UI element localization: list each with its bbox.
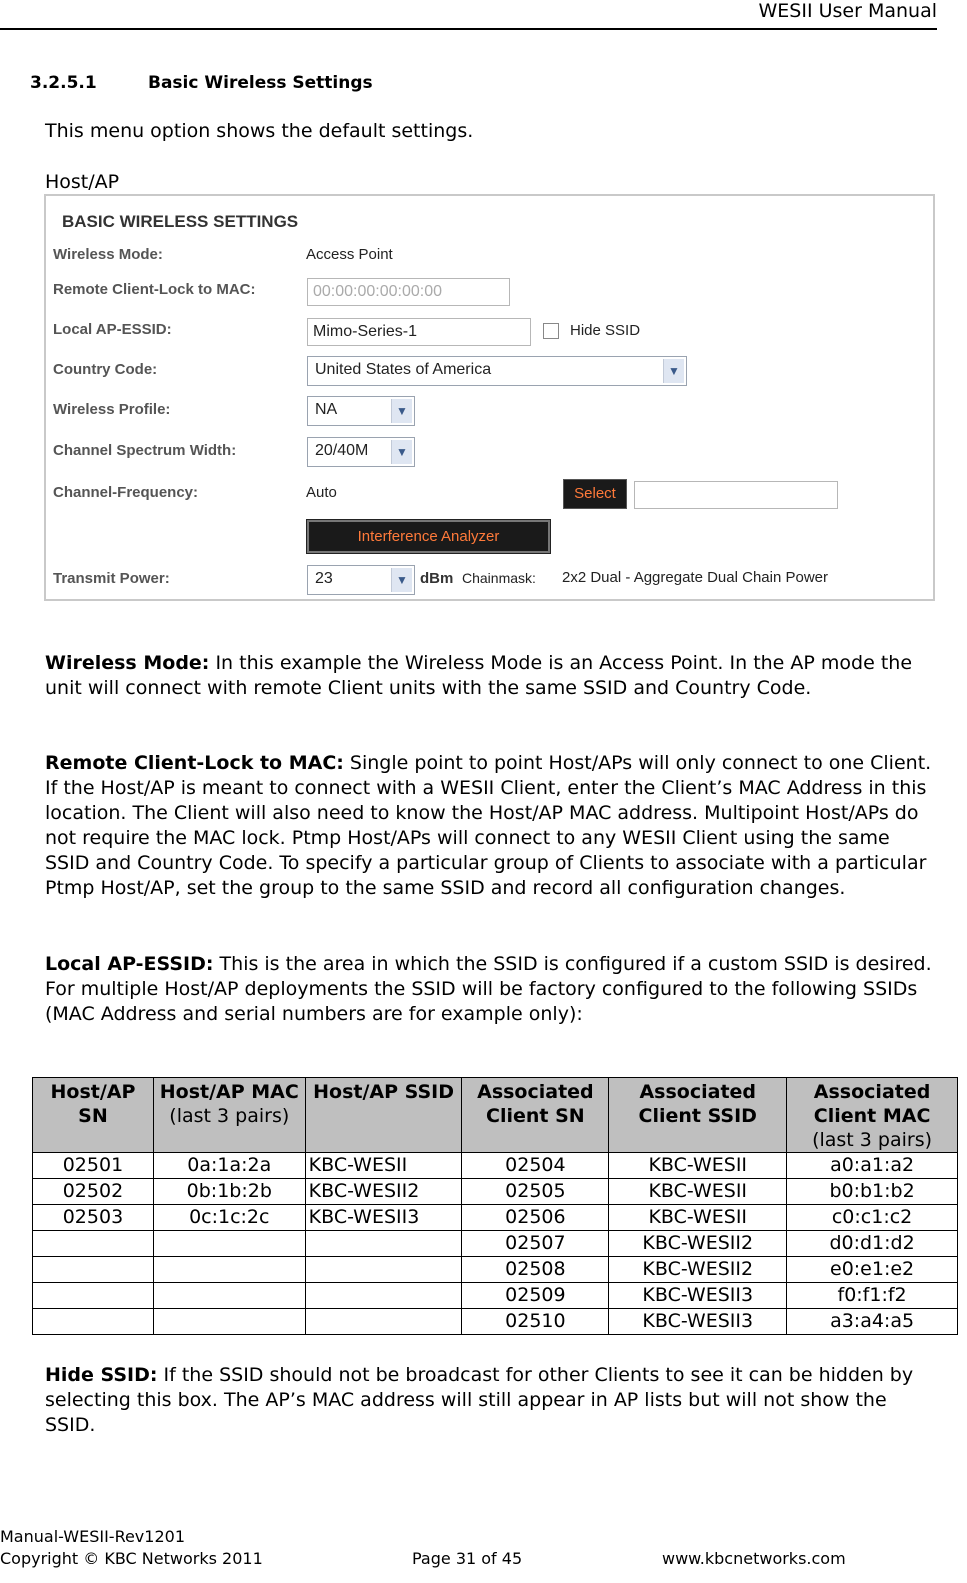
table-cell: [153, 1283, 305, 1309]
essid-input[interactable]: Mimo-Series-1: [307, 318, 531, 346]
essid-term: Local AP-ESSID:: [45, 953, 214, 975]
table-cell: [305, 1309, 462, 1335]
transmit-power-select[interactable]: [307, 565, 415, 595]
chevron-down-icon: ▼: [663, 359, 684, 383]
table-cell: c0:c1:c2: [787, 1205, 958, 1231]
wireless-mode-description: [45, 651, 940, 701]
panel-title: BASIC WIRELESS SETTINGS: [62, 212, 299, 231]
remote-lock-description: [45, 751, 940, 901]
table-cell: 02510: [462, 1309, 609, 1335]
essid-text: This is the area in which the SSID is configured if a custom SSID is desired. For multiple Host/AP deployments the SSID will be factory configured to the following SSIDs (MAC Address and serial numbers are for example only):: [45, 953, 932, 1025]
table-cell: f0:f1:f2: [787, 1283, 958, 1309]
table-row: [33, 1179, 958, 1205]
table-header: Associated Client MAC (last 3 pairs): [787, 1078, 958, 1153]
wireless-profile-label: Wireless Profile:: [53, 401, 171, 418]
wireless-profile-select[interactable]: [307, 396, 415, 426]
table-cell: 0c:1c:2c: [153, 1205, 305, 1231]
channel-width-label: Channel Spectrum Width:: [53, 442, 237, 459]
transmit-power-label: Transmit Power:: [53, 570, 170, 587]
table-cell: [305, 1231, 462, 1257]
table-cell: [153, 1231, 305, 1257]
section-number: 3.2.5.1: [30, 73, 97, 93]
table-cell: KBC-WESII: [609, 1153, 787, 1179]
table-cell: KBC-WESII: [305, 1153, 462, 1179]
table-cell: [33, 1257, 154, 1283]
footer-page: Page 31 of 45: [412, 1549, 523, 1568]
remote-lock-mac-input[interactable]: 00:00:00:00:00:00: [307, 278, 510, 306]
chevron-down-icon: ▼: [391, 399, 412, 423]
table-cell: 0b:1b:2b: [153, 1179, 305, 1205]
table-cell: [153, 1257, 305, 1283]
host-ap-label: Host/AP: [45, 171, 120, 193]
table-header-row: [33, 1078, 958, 1153]
ssid-table: [32, 1077, 958, 1335]
table-cell: 02501: [33, 1153, 154, 1179]
table-cell: 02507: [462, 1231, 609, 1257]
footer-manual: Manual-WESII-Rev1201: [0, 1527, 185, 1546]
hide-ssid-term: Hide SSID:: [45, 1364, 158, 1386]
chevron-down-icon: ▼: [391, 440, 412, 464]
wireless-profile-value: NA: [315, 401, 338, 418]
table-header: Host/AP SN: [33, 1078, 154, 1153]
header-divider: [0, 28, 937, 30]
table-cell: 02503: [33, 1205, 154, 1231]
table-cell: 02506: [462, 1205, 609, 1231]
footer-url: www.kbcnetworks.com: [662, 1549, 846, 1568]
hide-ssid-text: If the SSID should not be broadcast for other Clients to see it can be hidden by selecting this box. The AP’s MAC address will still appear in AP lists but will not show the SSID.: [45, 1364, 914, 1436]
table-cell: 02508: [462, 1257, 609, 1283]
table-cell: a0:a1:a2: [787, 1153, 958, 1179]
table-cell: 0a:1a:2a: [153, 1153, 305, 1179]
table-cell: [33, 1283, 154, 1309]
footer-copyright: Copyright © KBC Networks 2011: [0, 1549, 263, 1568]
hide-ssid-description: [45, 1363, 940, 1438]
table-cell: d0:d1:d2: [787, 1231, 958, 1257]
table-cell: KBC-WESII3: [609, 1283, 787, 1309]
hide-ssid-label: Hide SSID: [570, 322, 641, 339]
table-row: [33, 1205, 958, 1231]
intro-text: This menu option shows the default settings.: [45, 120, 474, 142]
table-header: Host/AP SSID: [305, 1078, 462, 1153]
country-code-select[interactable]: [307, 356, 687, 386]
wireless-mode-value: Access Point: [306, 246, 393, 263]
table-cell: a3:a4:a5: [787, 1309, 958, 1335]
select-button[interactable]: Select: [563, 479, 627, 509]
country-code-label: Country Code:: [53, 361, 158, 378]
table-cell: [33, 1309, 154, 1335]
table-cell: [33, 1231, 154, 1257]
table-cell: KBC-WESII: [609, 1205, 787, 1231]
basic-wireless-settings-panel: [44, 194, 935, 601]
wireless-mode-term: Wireless Mode:: [45, 652, 210, 674]
power-unit: dBm: [420, 570, 454, 587]
table-cell: 02505: [462, 1179, 609, 1205]
table-cell: 02504: [462, 1153, 609, 1179]
table-cell: KBC-WESII: [609, 1179, 787, 1205]
table-cell: KBC-WESII2: [609, 1231, 787, 1257]
hide-ssid-checkbox[interactable]: [543, 323, 559, 339]
remote-lock-term: Remote Client-Lock to MAC:: [45, 752, 344, 774]
table-header: Host/AP MAC (last 3 pairs): [153, 1078, 305, 1153]
table-row: [33, 1309, 958, 1335]
table-row: [33, 1153, 958, 1179]
remote-lock-label: Remote Client-Lock to MAC:: [53, 281, 256, 298]
essid-description: [45, 952, 940, 1027]
table-cell: KBC-WESII2: [305, 1179, 462, 1205]
table-row: [33, 1231, 958, 1257]
table-header: Associated Client SN: [462, 1078, 609, 1153]
chainmask-label: Chainmask:: [462, 570, 536, 586]
table-cell: 02509: [462, 1283, 609, 1309]
table-cell: [153, 1309, 305, 1335]
channel-width-select[interactable]: [307, 437, 415, 467]
wireless-mode-text: In this example the Wireless Mode is an Access Point. In the AP mode the unit will connect with remote Client units with the same SSID and Country Code.: [45, 652, 913, 699]
table-cell: 02502: [33, 1179, 154, 1205]
table-cell: e0:e1:e2: [787, 1257, 958, 1283]
channel-frequency-value: Auto: [306, 484, 337, 501]
transmit-power-value: 23: [315, 570, 333, 587]
table-cell: b0:b1:b2: [787, 1179, 958, 1205]
chainmask-value: 2x2 Dual - Aggregate Dual Chain Power: [562, 569, 828, 586]
country-code-value: United States of America: [315, 361, 492, 378]
remote-lock-text: Single point to point Host/APs will only connect to one Client. If the Host/AP is meant to connect with a WESII Client, enter the Client’s MAC Address in this location. The Client will also need to know the Host/AP MAC address. Multipoint Host/APs do not require the MAC lock. Ptmp Host/APs will connect to any WESII Client using the same SSID and Country Code. To specify a particular group of Clients to associate with a particular Ptmp Host/AP, set the group to the same SSID and record all configuration changes.: [45, 752, 932, 899]
section-title: Basic Wireless Settings: [148, 73, 373, 93]
chevron-down-icon: ▼: [391, 568, 412, 592]
header-title: WESII User Manual: [758, 0, 937, 22]
wireless-mode-label: Wireless Mode:: [53, 246, 163, 263]
table-cell: KBC-WESII3: [609, 1309, 787, 1335]
essid-label: Local AP-ESSID:: [53, 321, 172, 338]
table-cell: [305, 1283, 462, 1309]
table-row: [33, 1257, 958, 1283]
channel-frequency-label: Channel-Frequency:: [53, 484, 199, 501]
table-header: Associated Client SSID: [609, 1078, 787, 1153]
table-cell: KBC-WESII2: [609, 1257, 787, 1283]
table-row: [33, 1283, 958, 1309]
table-cell: KBC-WESII3: [305, 1205, 462, 1231]
interference-analyzer-button[interactable]: Interference Analyzer: [307, 520, 550, 553]
channel-width-value: 20/40M: [315, 442, 369, 459]
channel-frequency-input[interactable]: [634, 481, 838, 509]
section-heading: [30, 73, 373, 93]
table-cell: [305, 1257, 462, 1283]
